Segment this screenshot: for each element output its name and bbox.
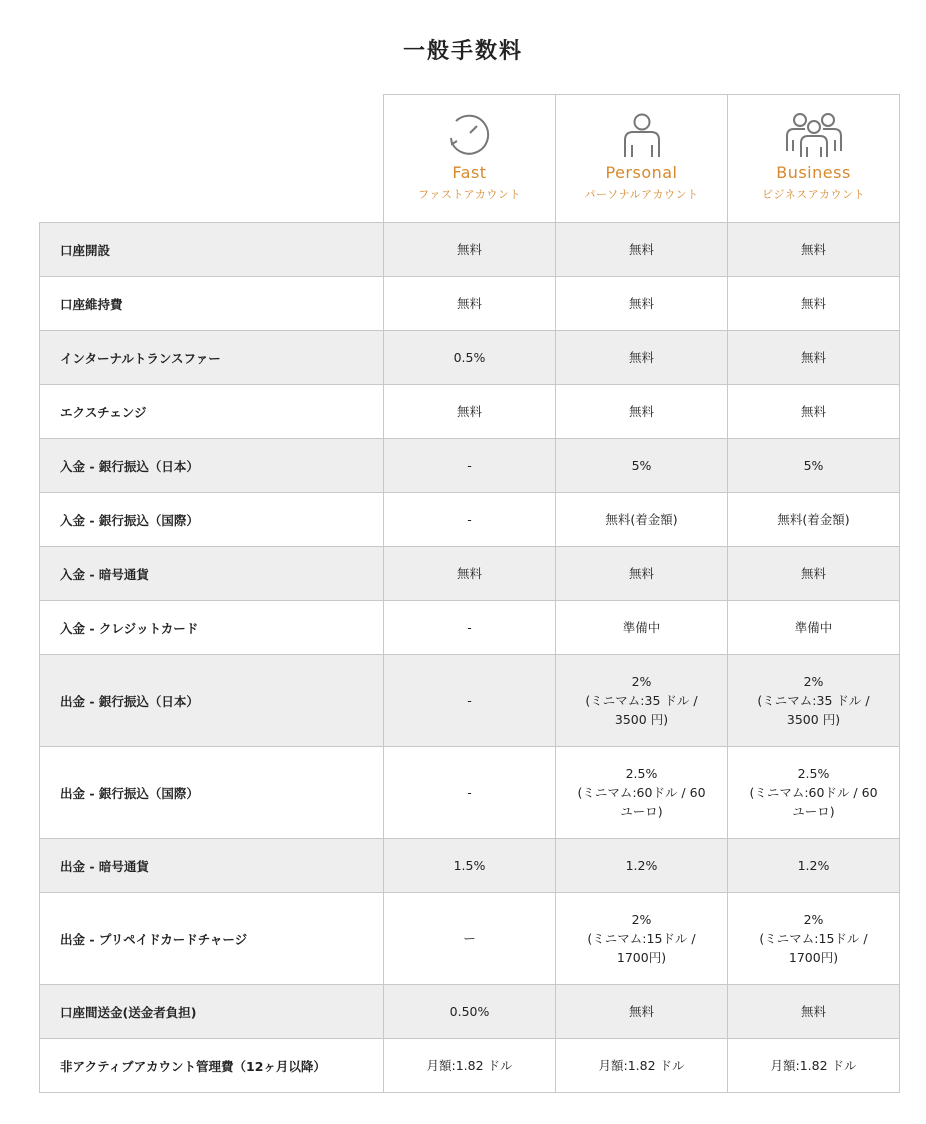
fee-value-business: 無料 <box>728 277 900 331</box>
fee-value-business: 無料 <box>728 985 900 1039</box>
fee-value-fast: ー <box>384 893 556 985</box>
fee-value-business: 2% (ミニマム:35 ドル / 3500 円) <box>728 655 900 747</box>
fee-row-exchange <box>40 385 900 439</box>
row-label: エクスチェンジ <box>40 385 384 439</box>
fee-value-business: 無料 <box>728 547 900 601</box>
fee-value-business: 準備中 <box>728 601 900 655</box>
fee-value-fast: 無料 <box>384 547 556 601</box>
plan-subtitle: パーソナルアカウント <box>584 188 699 201</box>
row-label: 口座間送金(送金者負担) <box>40 985 384 1039</box>
fee-row-account-transfer <box>40 985 900 1039</box>
fee-value-personal: 無料 <box>556 331 728 385</box>
row-label: 口座維持費 <box>40 277 384 331</box>
plan-header-fast <box>384 95 556 223</box>
fee-value-business: 無料 <box>728 223 900 277</box>
fee-row-withdraw-bank-intl <box>40 747 900 839</box>
fee-row-withdraw-bank-japan <box>40 655 900 747</box>
plan-subtitle: ファストアカウント <box>418 188 521 201</box>
fee-value-business: 無料(着金額) <box>728 493 900 547</box>
fee-value-personal: 無料 <box>556 385 728 439</box>
fee-value-personal: 無料(着金額) <box>556 493 728 547</box>
row-label: インターナルトランスファー <box>40 331 384 385</box>
fee-value-business: 2.5% (ミニマム:60ドル / 60 ユーロ) <box>728 747 900 839</box>
plan-header-personal <box>556 95 728 223</box>
fee-value-business: 1.2% <box>728 839 900 893</box>
plan-subtitle: ビジネスアカウント <box>761 188 866 201</box>
fee-value-personal: 2% (ミニマム:15ドル / 1700円) <box>556 893 728 985</box>
row-label: 非アクティブアカウント管理費（12ヶ月以降） <box>40 1039 384 1093</box>
fee-row-inactive-account <box>40 1039 900 1093</box>
fee-row-deposit-crypto <box>40 547 900 601</box>
fee-value-personal: 2.5% (ミニマム:60ドル / 60 ユーロ) <box>556 747 728 839</box>
fee-value-business: 無料 <box>728 385 900 439</box>
fee-value-business: 5% <box>728 439 900 493</box>
fee-value-fast: - <box>384 747 556 839</box>
row-label: 入金 - クレジットカード <box>40 601 384 655</box>
row-label: 入金 - 銀行振込（日本） <box>40 439 384 493</box>
fee-value-fast: 無料 <box>384 385 556 439</box>
row-label: 口座開設 <box>40 223 384 277</box>
fee-value-personal: 無料 <box>556 277 728 331</box>
plan-header-row <box>40 95 900 223</box>
fee-value-personal: 2% (ミニマム:35 ドル / 3500 円) <box>556 655 728 747</box>
row-label: 入金 - 銀行振込（国際） <box>40 493 384 547</box>
fee-table <box>39 94 900 1093</box>
fee-value-personal: 無料 <box>556 547 728 601</box>
fee-value-fast: - <box>384 439 556 493</box>
fee-value-business: 2% (ミニマム:15ドル / 1700円) <box>728 893 900 985</box>
plan-name: Business <box>776 163 851 182</box>
fee-value-fast: 月額:1.82 ドル <box>384 1039 556 1093</box>
fee-row-deposit-bank-intl <box>40 493 900 547</box>
fee-value-fast: - <box>384 601 556 655</box>
fee-row-account-opening <box>40 223 900 277</box>
fee-value-business: 月額:1.82 ドル <box>728 1039 900 1093</box>
plan-name: Fast <box>452 163 487 182</box>
fee-value-fast: 0.50% <box>384 985 556 1039</box>
fee-value-personal: 5% <box>556 439 728 493</box>
page-title: 一般手数料 <box>402 39 523 64</box>
fee-value-fast: 無料 <box>384 223 556 277</box>
fee-value-personal: 1.2% <box>556 839 728 893</box>
fee-row-deposit-credit-card <box>40 601 900 655</box>
fee-value-personal: 準備中 <box>556 601 728 655</box>
row-label: 出金 - プリペイドカードチャージ <box>40 893 384 985</box>
fee-row-withdraw-prepaid-card <box>40 893 900 985</box>
fee-row-internal-transfer <box>40 331 900 385</box>
person-icon <box>610 111 674 159</box>
row-label: 入金 - 暗号通貨 <box>40 547 384 601</box>
fee-value-business: 無料 <box>728 331 900 385</box>
plan-header-business <box>728 95 900 223</box>
fee-value-personal: 月額:1.82 ドル <box>556 1039 728 1093</box>
row-label: 出金 - 銀行振込（国際） <box>40 747 384 839</box>
fee-value-fast: - <box>384 655 556 747</box>
stopwatch-icon <box>438 111 502 159</box>
row-label: 出金 - 暗号通貨 <box>40 839 384 893</box>
fee-value-fast: 1.5% <box>384 839 556 893</box>
group-icon <box>782 111 846 159</box>
fee-row-withdraw-crypto <box>40 839 900 893</box>
fee-value-personal: 無料 <box>556 985 728 1039</box>
fee-row-maintenance <box>40 277 900 331</box>
fee-value-fast: - <box>384 493 556 547</box>
fee-value-fast: 無料 <box>384 277 556 331</box>
row-label: 出金 - 銀行振込（日本） <box>40 655 384 747</box>
fee-row-deposit-bank-japan <box>40 439 900 493</box>
fee-value-fast: 0.5% <box>384 331 556 385</box>
plan-name: Personal <box>605 163 678 182</box>
fee-value-personal: 無料 <box>556 223 728 277</box>
header-blank-cell <box>40 95 384 223</box>
